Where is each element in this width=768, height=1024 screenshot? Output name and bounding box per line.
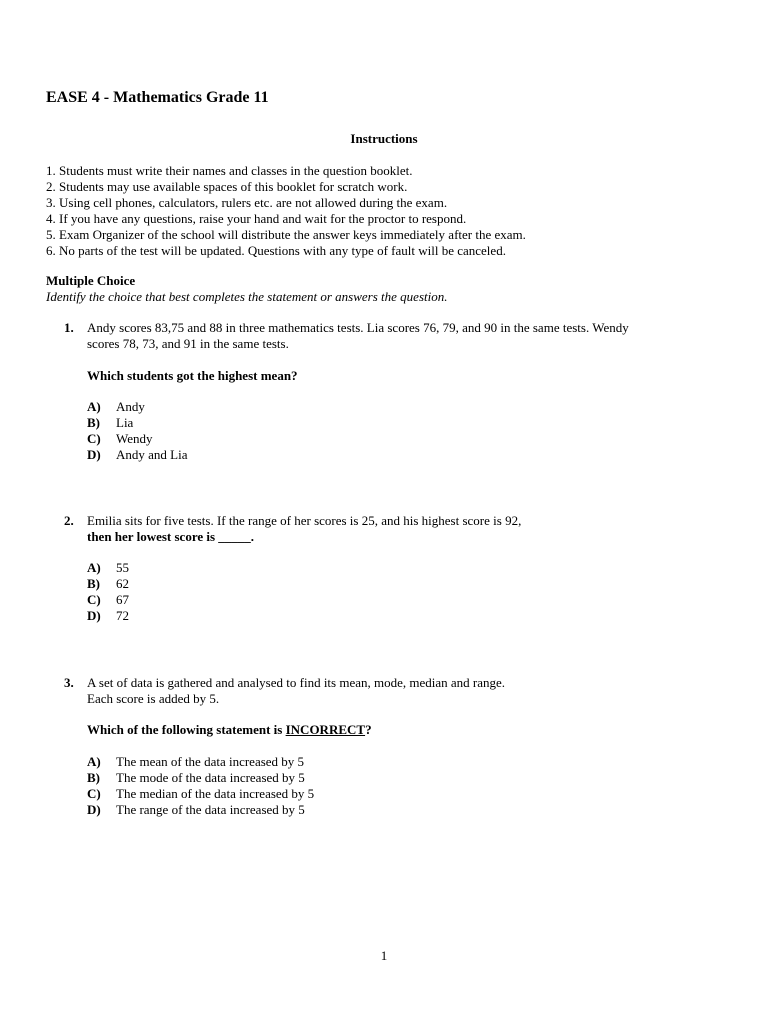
question-body [87, 320, 727, 463]
choice-a[interactable] [87, 754, 727, 770]
instruction-item: 3. Using cell phones, calculators, rulers etc. are not allowed during the exam. [46, 195, 448, 210]
choice-text: 72 [116, 608, 129, 623]
section-title: Multiple Choice [46, 273, 136, 288]
question-prompt: then her lowest score is _____. [87, 529, 255, 544]
choice-label: C) [87, 592, 101, 607]
choice-label: B) [87, 770, 100, 785]
choice-d[interactable] [87, 802, 727, 818]
page-number: 1 [380, 948, 388, 963]
choice-text: Andy and Lia [116, 447, 188, 462]
choice-list [87, 754, 727, 818]
choice-b[interactable] [87, 576, 727, 592]
instruction-item: 1. Students must write their names and classes in the question booklet. [46, 163, 413, 178]
question-number: 2. [64, 513, 74, 528]
choice-label: D) [87, 608, 101, 623]
choice-label: C) [87, 786, 101, 801]
choice-text: The range of the data increased by 5 [116, 802, 305, 817]
prompt-end: ? [365, 722, 372, 737]
choice-text: Wendy [116, 431, 153, 446]
question-text: scores 78, 73, and 91 in the same tests. [87, 336, 289, 351]
choice-text: The mean of the data increased by 5 [116, 754, 305, 769]
choice-label: A) [87, 754, 101, 769]
section-description: Identify the choice that best completes the statement or answers the question. [46, 289, 448, 304]
instructions-heading: Instructions [350, 131, 418, 146]
choice-label: D) [87, 802, 101, 817]
choice-label: A) [87, 560, 101, 575]
question-number: 1. [64, 320, 74, 335]
choice-label: B) [87, 415, 100, 430]
instruction-item: 5. Exam Organizer of the school will distribute the answer keys immediately after the exam. [46, 227, 526, 242]
choice-text: Andy [116, 399, 145, 414]
choice-label: C) [87, 431, 101, 446]
choice-a[interactable] [87, 560, 727, 576]
choice-b[interactable] [87, 415, 727, 431]
choice-label: A) [87, 399, 101, 414]
question-body [87, 675, 727, 818]
question-text: Andy scores 83,75 and 88 in three mathematics tests. Lia scores 76, 79, and 90 in the same tests. Wendy [87, 320, 629, 335]
question-text: Emilia sits for five tests. If the range of her scores is 25, and his highest score is 92, [87, 513, 522, 528]
choice-label: D) [87, 447, 101, 462]
choice-list [87, 560, 727, 624]
instruction-item: 4. If you have any questions, raise your hand and wait for the proctor to respond. [46, 211, 467, 226]
choice-text: 55 [116, 560, 129, 575]
choice-b[interactable] [87, 770, 727, 786]
choice-text: Lia [116, 415, 134, 430]
choice-text: The mode of the data increased by 5 [116, 770, 305, 785]
choice-text: 67 [116, 592, 129, 607]
choice-c[interactable] [87, 431, 727, 447]
instructions-list [46, 163, 526, 259]
choice-c[interactable] [87, 592, 727, 608]
page-title: EASE 4 - Mathematics Grade 11 [46, 89, 269, 106]
choice-d[interactable] [87, 608, 727, 624]
question-body [87, 513, 727, 624]
choice-d[interactable] [87, 447, 727, 463]
instruction-item: 2. Students may use available spaces of this booklet for scratch work. [46, 179, 408, 194]
choice-a[interactable] [87, 399, 727, 415]
choice-c[interactable] [87, 786, 727, 802]
prompt-text: Which of the following statement is [87, 722, 286, 737]
choice-label: B) [87, 576, 100, 591]
question-number: 3. [64, 675, 74, 690]
question-prompt [87, 722, 727, 738]
choice-text: The median of the data increased by 5 [116, 786, 315, 801]
choice-list [87, 399, 727, 463]
question-text: Each score is added by 5. [87, 691, 220, 706]
choice-text: 62 [116, 576, 129, 591]
instruction-item: 6. No parts of the test will be updated. Questions with any type of fault will be canceled. [46, 243, 506, 258]
question-text: A set of data is gathered and analysed to find its mean, mode, median and range. [87, 675, 506, 690]
prompt-emphasis: INCORRECT [285, 722, 366, 737]
question-prompt: Which students got the highest mean? [87, 368, 298, 383]
